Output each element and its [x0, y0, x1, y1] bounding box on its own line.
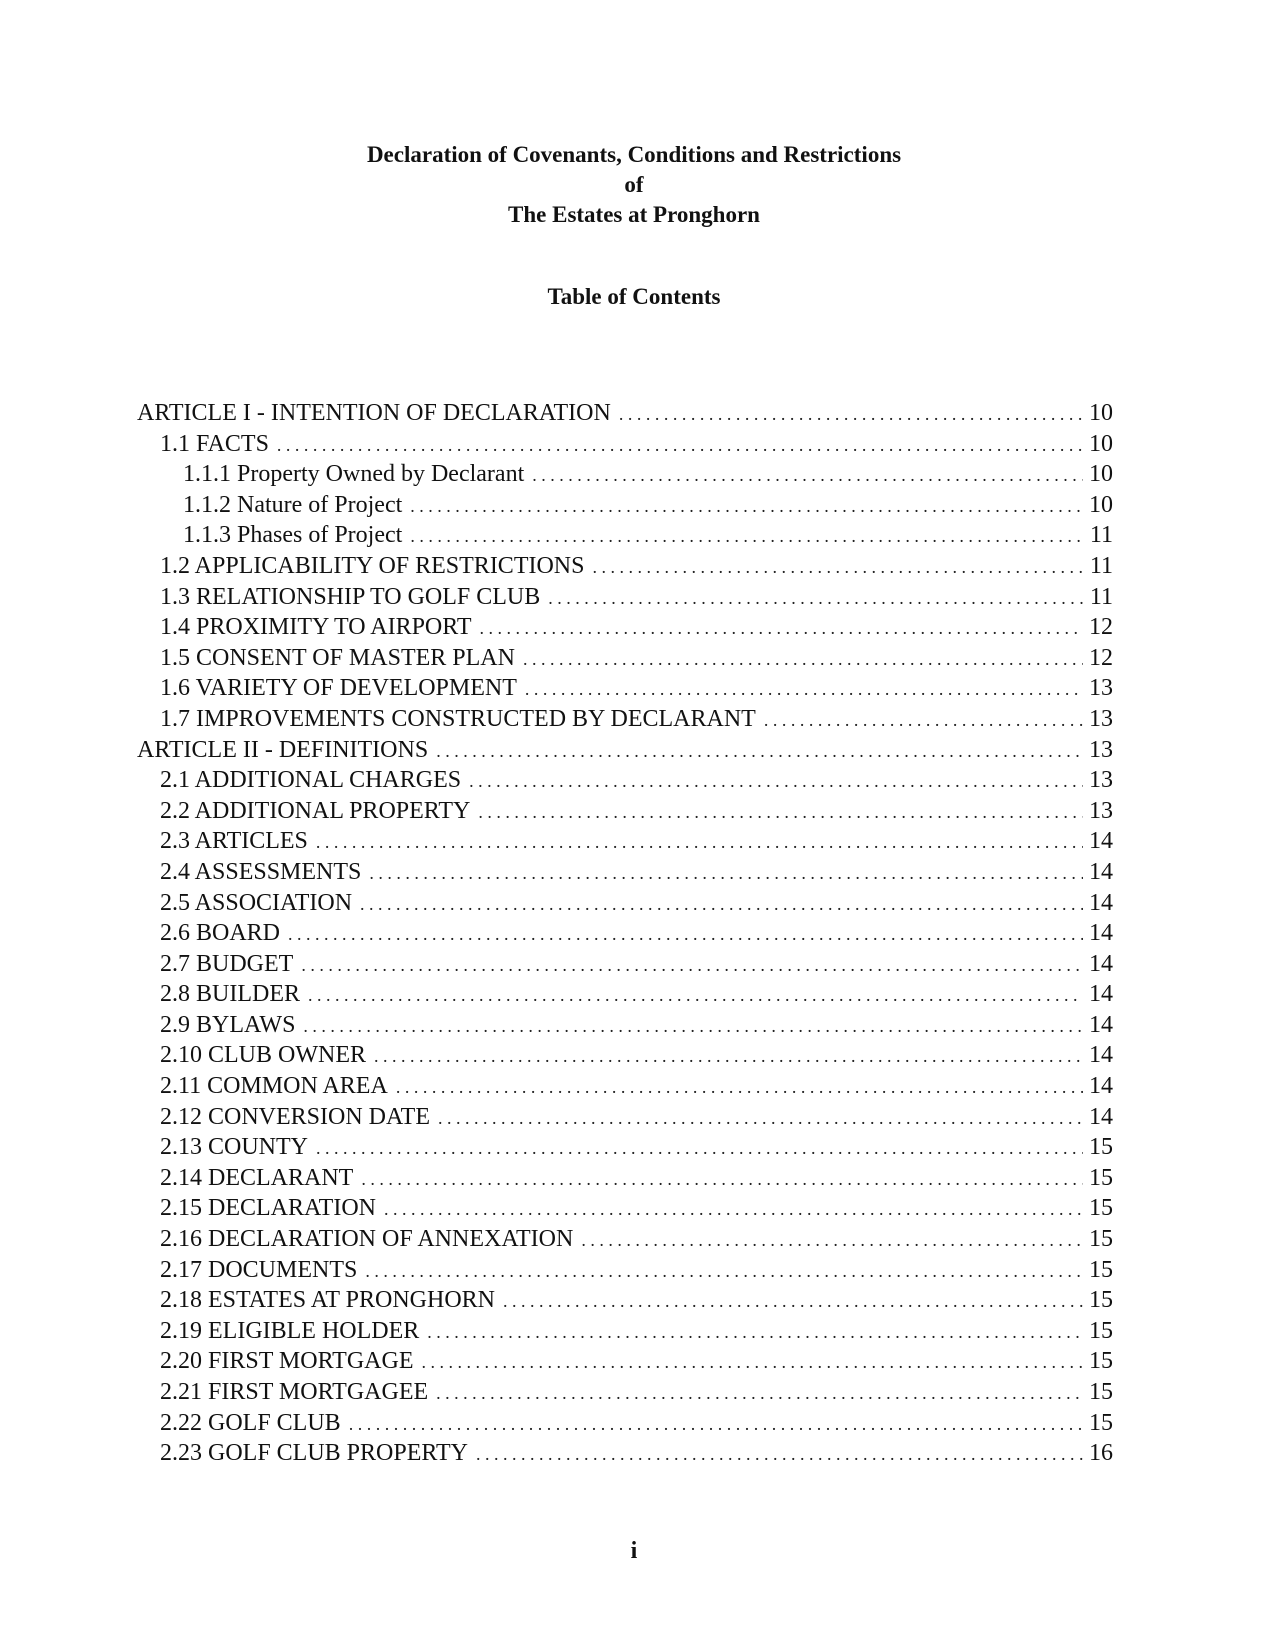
toc-entry-page: 14 [1089, 1042, 1113, 1069]
toc-dot-leader [532, 460, 1083, 490]
toc-entry-page: 10 [1089, 491, 1113, 518]
toc-entry-label: 2.16 DECLARATION OF ANNEXATION [160, 1226, 574, 1253]
toc-entry-page: 15 [1089, 1379, 1113, 1405]
toc-entry[interactable] [137, 1224, 1113, 1255]
toc-entry-page: 11 [1089, 552, 1113, 579]
table-of-contents [137, 398, 1113, 1469]
toc-entry-label: 2.8 BUILDER [160, 981, 300, 1008]
toc-entry[interactable] [137, 1163, 1113, 1194]
toc-entry[interactable] [137, 520, 1113, 551]
toc-dot-leader [369, 858, 1083, 888]
toc-entry[interactable] [137, 612, 1113, 643]
toc-entry[interactable] [137, 429, 1113, 460]
toc-entry-page: 14 [1089, 981, 1113, 1008]
toc-dot-leader [277, 430, 1083, 460]
toc-entry[interactable] [137, 888, 1113, 919]
toc-entry-label: 2.5 ASSOCIATION [160, 889, 353, 916]
toc-entry[interactable] [137, 1408, 1113, 1439]
toc-entry-label: 2.13 COUNTY [160, 1134, 308, 1161]
title-line-1: Declaration of Covenants, Conditions and Restrictions [366, 142, 902, 167]
toc-entry-label: 2.6 BOARD [160, 920, 281, 947]
toc-entry-page: 10 [1089, 461, 1113, 488]
toc-entry[interactable] [137, 735, 1113, 766]
toc-entry-page: 14 [1089, 858, 1113, 885]
toc-dot-leader [360, 889, 1083, 919]
toc-entry[interactable] [137, 1193, 1113, 1224]
toc-dot-leader [421, 1347, 1083, 1377]
toc-dot-leader [436, 1378, 1083, 1408]
toc-entry-label: 2.7 BUDGET [160, 950, 294, 977]
toc-dot-leader [301, 950, 1083, 980]
toc-entry[interactable] [137, 1255, 1113, 1286]
title-line-3: The Estates at Pronghorn [508, 202, 760, 227]
toc-dot-leader [478, 797, 1083, 827]
toc-entry-label: 1.7 IMPROVEMENTS CONSTRUCTED BY DECLARANT [160, 705, 756, 732]
toc-entry[interactable] [137, 459, 1113, 490]
toc-entry-label: 2.23 GOLF CLUB PROPERTY [160, 1440, 468, 1467]
toc-entry-page: 13 [1089, 767, 1113, 794]
toc-dot-leader [349, 1409, 1083, 1439]
toc-entry[interactable] [137, 918, 1113, 949]
toc-entry-label: 1.4 PROXIMITY TO AIRPORT [160, 614, 472, 641]
toc-entry-label: 2.9 BYLAWS [160, 1011, 296, 1038]
toc-entry-page: 15 [1089, 1226, 1113, 1253]
toc-entry-label: 1.1.2 Nature of Project [183, 491, 403, 518]
toc-entry-label: 1.1.1 Property Owned by Declarant [183, 461, 525, 488]
toc-entry[interactable] [137, 398, 1113, 429]
toc-entry[interactable] [137, 1040, 1113, 1071]
toc-entry-label: ARTICLE I - INTENTION OF DECLARATION [137, 400, 611, 426]
toc-entry-page: 13 [1089, 736, 1113, 763]
toc-entry-label: 2.1 ADDITIONAL CHARGES [160, 767, 462, 794]
toc-dot-leader [436, 736, 1083, 766]
toc-dot-leader [479, 613, 1083, 643]
toc-entry-page: 13 [1089, 705, 1113, 732]
toc-dot-leader [469, 766, 1083, 796]
toc-dot-leader [619, 399, 1083, 429]
toc-dot-leader [396, 1072, 1083, 1102]
toc-dot-leader [476, 1439, 1083, 1469]
toc-dot-leader [427, 1317, 1083, 1347]
toc-dot-leader [592, 552, 1083, 582]
toc-dot-leader [361, 1164, 1083, 1194]
toc-entry-label: 1.1.3 Phases of Project [183, 522, 403, 549]
toc-entry[interactable] [137, 643, 1113, 674]
toc-entry-page: 14 [1089, 889, 1113, 916]
toc-heading: Table of Contents [547, 284, 721, 309]
toc-entry[interactable] [137, 979, 1113, 1010]
document-title [0, 140, 1268, 230]
title-line-2: of [624, 172, 644, 197]
toc-entry[interactable] [137, 1132, 1113, 1163]
toc-entry-page: 13 [1089, 675, 1113, 702]
toc-entry-page: 15 [1089, 1287, 1113, 1314]
toc-entry[interactable] [137, 582, 1113, 613]
page-number: i [630, 1538, 638, 1564]
toc-entry-label: 1.2 APPLICABILITY OF RESTRICTIONS [160, 552, 585, 579]
toc-entry-label: 2.3 ARTICLES [160, 828, 308, 855]
toc-entry-label: 2.17 DOCUMENTS [160, 1256, 358, 1283]
toc-entry-page: 12 [1089, 614, 1113, 641]
toc-entry-label: 2.10 CLUB OWNER [160, 1042, 366, 1069]
toc-entry-page: 10 [1089, 430, 1113, 457]
toc-entry-page: 15 [1089, 1348, 1113, 1375]
toc-entry-label: 2.11 COMMON AREA [160, 1073, 388, 1100]
toc-entry-page: 16 [1089, 1440, 1113, 1467]
toc-entry-label: 2.20 FIRST MORTGAGE [160, 1348, 414, 1375]
toc-dot-leader [316, 1133, 1083, 1163]
toc-entry[interactable] [137, 826, 1113, 857]
toc-entry-page: 15 [1089, 1317, 1113, 1344]
toc-entry[interactable] [137, 1316, 1113, 1347]
toc-dot-leader [365, 1256, 1083, 1286]
toc-entry-page: 15 [1089, 1164, 1113, 1191]
toc-entry[interactable] [137, 673, 1113, 704]
toc-entry-label: 1.6 VARIETY OF DEVELOPMENT [160, 675, 517, 702]
toc-dot-leader [316, 827, 1083, 857]
toc-entry-label: 2.12 CONVERSION DATE [160, 1103, 430, 1130]
toc-entry[interactable] [137, 551, 1113, 582]
toc-entry[interactable] [137, 1102, 1113, 1133]
toc-entry[interactable] [137, 857, 1113, 888]
toc-entry-label: 2.18 ESTATES AT PRONGHORN [160, 1287, 496, 1314]
toc-entry-page: 11 [1089, 583, 1113, 610]
toc-entry[interactable] [137, 1071, 1113, 1102]
toc-dot-leader [438, 1103, 1083, 1133]
toc-entry-label: 1.5 CONSENT OF MASTER PLAN [160, 644, 515, 671]
toc-entry-page: 15 [1089, 1256, 1113, 1283]
toc-dot-leader [384, 1194, 1083, 1224]
toc-entry-label: 2.15 DECLARATION [160, 1195, 376, 1222]
toc-entry[interactable] [137, 796, 1113, 827]
toc-dot-leader [764, 705, 1083, 735]
toc-entry[interactable] [137, 1438, 1113, 1469]
toc-entry-label: 1.3 RELATIONSHIP TO GOLF CLUB [160, 583, 541, 610]
toc-dot-leader [288, 919, 1083, 949]
toc-dot-leader [303, 1011, 1083, 1041]
toc-dot-leader [523, 644, 1083, 674]
toc-dot-leader [525, 674, 1083, 704]
toc-dot-leader [308, 980, 1083, 1010]
toc-entry-page: 13 [1089, 797, 1113, 824]
toc-entry-label: 2.22 GOLF CLUB [160, 1409, 341, 1436]
toc-entry-page: 14 [1089, 920, 1113, 947]
toc-entry[interactable] [137, 704, 1113, 735]
toc-entry[interactable] [137, 1346, 1113, 1377]
toc-entry-label: 2.2 ADDITIONAL PROPERTY [160, 797, 471, 824]
toc-entry[interactable] [137, 765, 1113, 796]
toc-entry-label: 2.4 ASSESSMENTS [160, 858, 362, 885]
toc-dot-leader [410, 491, 1083, 521]
toc-entry-label: 2.14 DECLARANT [160, 1164, 354, 1191]
toc-entry-label: 2.19 ELIGIBLE HOLDER [160, 1317, 420, 1344]
toc-entry-page: 10 [1089, 400, 1113, 426]
toc-entry-page: 14 [1089, 828, 1113, 855]
toc-dot-leader [374, 1041, 1083, 1071]
toc-dot-leader [548, 583, 1084, 613]
toc-entry[interactable] [137, 1285, 1113, 1316]
toc-entry[interactable] [137, 1377, 1113, 1408]
toc-entry-label: 1.1 FACTS [160, 430, 269, 457]
toc-entry[interactable] [137, 1010, 1113, 1041]
toc-entry-page: 14 [1089, 950, 1113, 977]
toc-entry-label: ARTICLE II - DEFINITIONS [137, 736, 429, 763]
toc-entry[interactable] [137, 490, 1113, 521]
toc-dot-leader [410, 521, 1084, 551]
toc-dot-leader [503, 1286, 1083, 1316]
toc-entry-label: 2.21 FIRST MORTGAGEE [160, 1379, 429, 1405]
toc-entry-page: 15 [1089, 1134, 1113, 1161]
toc-entry-page: 15 [1089, 1195, 1113, 1222]
toc-dot-leader [581, 1225, 1083, 1255]
toc-entry-page: 14 [1089, 1073, 1113, 1100]
toc-entry[interactable] [137, 949, 1113, 980]
toc-entry-page: 12 [1089, 644, 1113, 671]
toc-entry-page: 14 [1089, 1011, 1113, 1038]
toc-entry-page: 11 [1089, 522, 1113, 549]
toc-entry-page: 14 [1089, 1103, 1113, 1130]
toc-entry-page: 15 [1089, 1409, 1113, 1436]
